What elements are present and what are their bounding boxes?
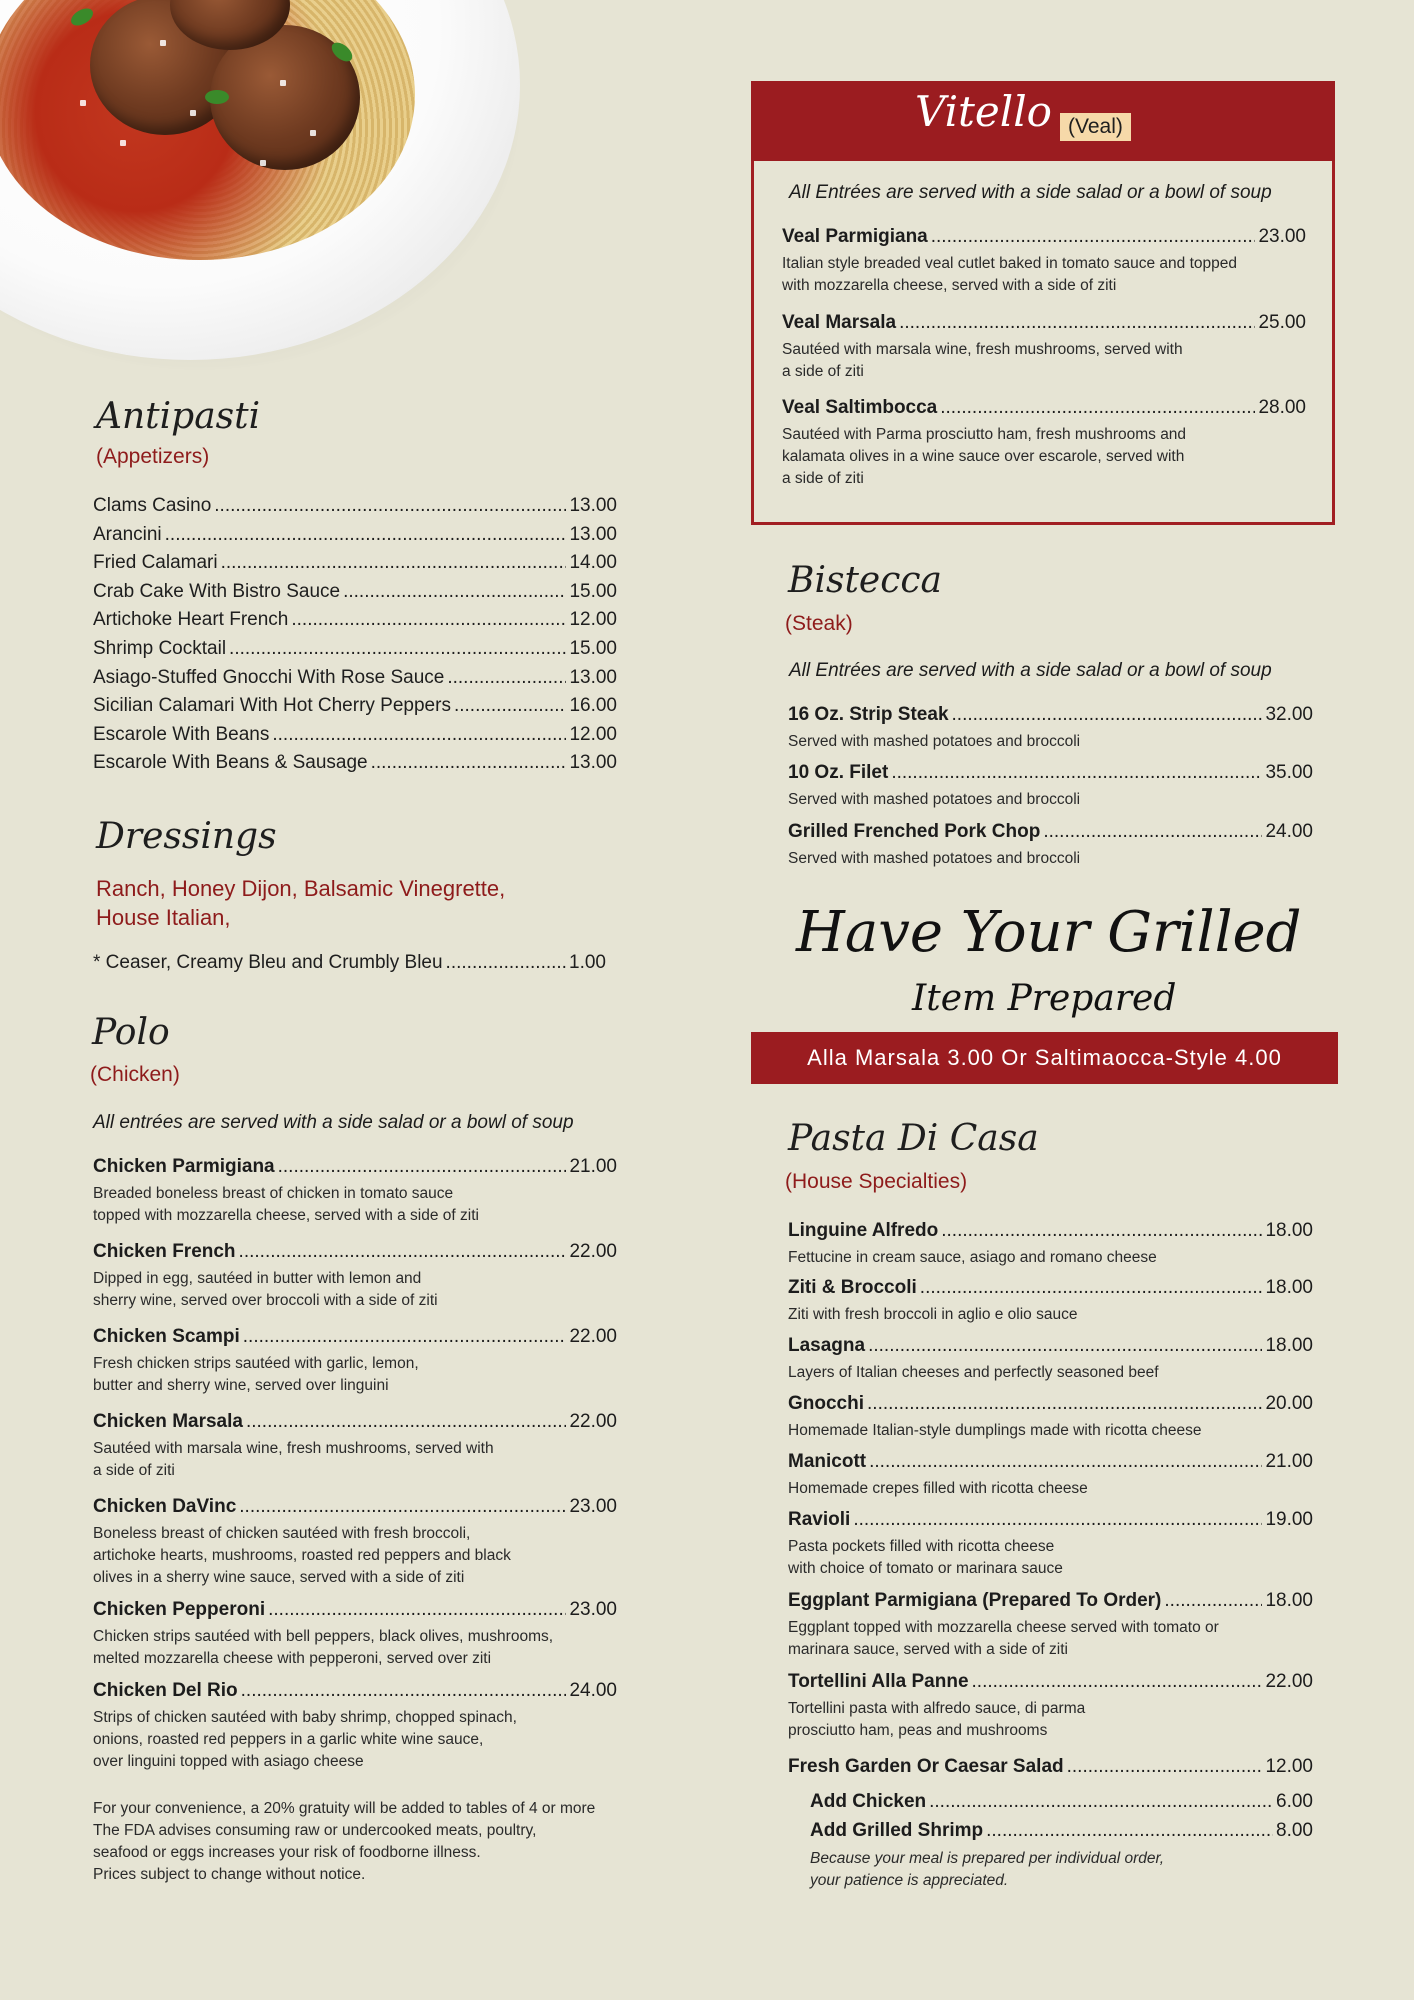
description-line: butter and sherry wine, served over linguini — [93, 1377, 389, 1394]
pasta-item-row — [788, 1671, 1313, 1697]
description-line: Italian style breaded veal cutlet baked in tomato sauce and topped — [782, 255, 1237, 272]
item-price: 8.00 — [1276, 1820, 1313, 1841]
item-description — [788, 789, 1080, 811]
item-name: Add Chicken — [810, 1791, 927, 1812]
polo-note: All entrées are served with a side salad or a bowl of soup — [93, 1112, 574, 1133]
item-price: 22.00 — [569, 1326, 617, 1347]
salad-row — [788, 1756, 1313, 1782]
leader-dots — [454, 695, 567, 717]
item-price: 20.00 — [1265, 1393, 1313, 1414]
description-line: Pasta pockets filled with ricotta cheese — [788, 1538, 1055, 1555]
item-price: 6.00 — [1276, 1791, 1313, 1812]
pasta-item-row — [788, 1393, 1313, 1419]
leader-dots — [972, 1671, 1263, 1693]
description-line: prosciutto ham, peas and mushrooms — [788, 1722, 1048, 1739]
item-price: 24.00 — [569, 1680, 617, 1701]
item-description — [93, 1268, 438, 1312]
item-description — [782, 424, 1186, 490]
item-price: 24.00 — [1265, 821, 1313, 842]
leader-dots — [891, 762, 1262, 784]
item-description — [788, 1420, 1202, 1442]
item-price: 13.00 — [569, 495, 617, 516]
footer-note-line: The FDA advises consuming raw or undercooked meats, poultry, — [93, 1822, 537, 1839]
item-price: 23.00 — [569, 1599, 617, 1620]
item-description — [788, 731, 1080, 753]
leader-dots — [446, 952, 566, 974]
chicken-item-row — [93, 1326, 617, 1352]
addon-row — [810, 1791, 1313, 1817]
leader-dots — [1043, 821, 1262, 843]
item-name: Tortellini Alla Panne — [788, 1671, 969, 1692]
leader-dots — [278, 1156, 567, 1178]
description-line: onions, roasted red peppers in a garlic white wine sauce, — [93, 1731, 484, 1748]
item-description — [93, 1353, 419, 1397]
vitello-title: Vitello — [915, 87, 1052, 136]
item-name: Gnocchi — [788, 1393, 865, 1414]
item-description — [93, 1438, 494, 1482]
item-name: Chicken Del Rio — [93, 1680, 238, 1701]
item-description — [93, 1183, 479, 1227]
footer-note-line: Prices subject to change without notice. — [93, 1866, 366, 1883]
item-description — [788, 1478, 1088, 1500]
item-price: 32.00 — [1265, 704, 1313, 725]
closing-note — [810, 1848, 1164, 1892]
description-line: Served with mashed potatoes and broccoli — [788, 733, 1081, 750]
item-description — [93, 1523, 511, 1589]
appetizer-row — [93, 752, 617, 778]
leader-dots — [931, 226, 1256, 248]
leader-dots — [272, 724, 566, 746]
description-line: marinara sauce, served with a side of ziti — [788, 1641, 1068, 1658]
item-price: 15.00 — [569, 638, 617, 659]
description-line: over linguini topped with asiago cheese — [93, 1753, 364, 1770]
description-line: Dipped in egg, sautéed in butter with lemon and — [93, 1270, 422, 1287]
item-description — [788, 1617, 1219, 1661]
description-line: Sautéed with Parma prosciutto ham, fresh mushrooms and — [782, 426, 1187, 443]
pasta-subtitle: (House Specialties) — [785, 1170, 968, 1193]
leader-dots — [221, 552, 567, 574]
leader-dots — [239, 1496, 566, 1518]
item-name: Chicken Parmigiana — [93, 1156, 275, 1177]
leader-dots — [1067, 1756, 1263, 1778]
appetizer-row — [93, 609, 617, 635]
pasta-item-row — [788, 1277, 1313, 1303]
pasta-title: Pasta Di Casa — [788, 1118, 1039, 1159]
description-line: Sautéed with marsala wine, fresh mushrooms, served with — [93, 1440, 494, 1457]
item-name: Grilled Frenched Pork Chop — [788, 821, 1041, 842]
grilled-heading-line1: Have Your Grilled — [796, 900, 1302, 965]
appetizer-row — [93, 495, 617, 521]
item-description — [788, 1304, 1077, 1326]
description-line: a side of ziti — [93, 1462, 175, 1479]
leader-dots — [929, 1791, 1273, 1813]
chicken-item-row — [93, 1241, 617, 1267]
item-name: Ziti & Broccoli — [788, 1277, 917, 1298]
item-price: 22.00 — [569, 1241, 617, 1262]
chicken-item-row — [93, 1599, 617, 1625]
item-description — [93, 1626, 553, 1670]
description-line: a side of ziti — [782, 363, 864, 380]
leader-dots — [246, 1411, 566, 1433]
leader-dots — [165, 524, 567, 546]
item-description — [788, 1536, 1063, 1580]
item-price: 22.00 — [1265, 1671, 1313, 1692]
description-line: Sautéed with marsala wine, fresh mushrooms, served with — [782, 341, 1183, 358]
item-name: Artichoke Heart French — [93, 609, 289, 631]
item-description — [788, 1362, 1159, 1384]
item-price: 23.00 — [569, 1496, 617, 1517]
dressings-list-line1: Ranch, Honey Dijon, Balsamic Vinegrette, — [96, 876, 506, 901]
pasta-item-row — [788, 1335, 1313, 1361]
leader-dots — [899, 312, 1255, 334]
pasta-item-row — [788, 1451, 1313, 1477]
description-line: artichoke hearts, mushrooms, roasted red peppers and black — [93, 1547, 511, 1564]
item-price: 12.00 — [569, 609, 617, 631]
item-name: 16 Oz. Strip Steak — [788, 704, 949, 725]
leader-dots — [243, 1326, 567, 1348]
description-line: Boneless breast of chicken sautéed with fresh broccoli, — [93, 1525, 471, 1542]
item-name: Escarole With Beans & Sausage — [93, 752, 368, 774]
description-line: Fresh chicken strips sautéed with garlic, lemon, — [93, 1355, 419, 1372]
vitello-note: All Entrées are served with a side salad or a bowl of soup — [789, 182, 1272, 203]
item-price: 25.00 — [1258, 312, 1306, 333]
item-name: Veal Saltimbocca — [782, 397, 938, 418]
leader-dots — [941, 1220, 1262, 1242]
item-price: 22.00 — [569, 1411, 617, 1432]
item-name: Lasagna — [788, 1335, 866, 1356]
item-name: Fried Calamari — [93, 552, 218, 574]
item-name: Escarole With Beans — [93, 723, 270, 745]
grilled-heading-line2: Item Prepared — [912, 978, 1177, 1019]
leader-dots — [986, 1820, 1273, 1842]
item-price: 15.00 — [569, 580, 617, 602]
description-line: sherry wine, served over broccoli with a side of ziti — [93, 1292, 438, 1309]
item-price: 14.00 — [569, 552, 617, 574]
item-name: Crab Cake With Bistro Sauce — [93, 580, 341, 602]
addon-row — [810, 1820, 1313, 1846]
description-line: a side of ziti — [782, 470, 864, 487]
item-description — [788, 848, 1080, 870]
item-name: Ravioli — [788, 1509, 851, 1530]
vitello-subtitle: (Veal) — [1060, 113, 1131, 141]
dressing-extra-price: 1.00 — [569, 952, 606, 973]
item-price: 13.00 — [569, 523, 617, 545]
leader-dots — [241, 1680, 567, 1702]
appetizer-row — [93, 552, 617, 578]
appetizer-row — [93, 724, 617, 750]
description-line: Homemade Italian-style dumplings made with ricotta cheese — [788, 1422, 1202, 1439]
vitello-header — [751, 81, 1335, 161]
dressing-extra-row — [93, 952, 606, 978]
pasta-item-row — [788, 1590, 1313, 1616]
description-line: with choice of tomato or marinara sauce — [788, 1560, 1063, 1577]
antipasti-subtitle: (Appetizers) — [96, 445, 210, 468]
item-price: 18.00 — [1265, 1590, 1313, 1611]
description-line: Chicken strips sautéed with bell peppers, black olives, mushrooms, — [93, 1628, 554, 1645]
leader-dots — [952, 704, 1263, 726]
leader-dots — [853, 1509, 1262, 1531]
leader-dots — [868, 1335, 1262, 1357]
item-name: Manicott — [788, 1451, 867, 1472]
item-description — [782, 253, 1237, 297]
dressings-title: Dressings — [96, 816, 277, 857]
appetizer-row — [93, 667, 617, 693]
veal-item-row — [782, 397, 1306, 423]
chicken-item-row — [93, 1411, 617, 1437]
item-name: Chicken Scampi — [93, 1326, 240, 1347]
dressings-list-line2: House Italian, — [96, 905, 231, 930]
chicken-item-row — [93, 1496, 617, 1522]
item-price: 23.00 — [1258, 226, 1306, 247]
item-description — [788, 1247, 1157, 1269]
item-description — [782, 339, 1183, 383]
item-price: 13.00 — [569, 666, 617, 688]
pasta-item-row — [788, 1509, 1313, 1535]
item-name: Chicken DaVinc — [93, 1496, 237, 1517]
item-price: 18.00 — [1265, 1277, 1313, 1298]
bistecca-title: Bistecca — [788, 560, 943, 601]
footer-note-line: For your convenience, a 20% gratuity will be added to tables of 4 or more — [93, 1800, 596, 1817]
item-price: 16.00 — [569, 695, 617, 717]
dressing-extra-name: * Ceaser, Creamy Bleu and Crumbly Bleu — [93, 952, 443, 973]
leader-dots — [214, 495, 566, 517]
leader-dots — [920, 1277, 1263, 1299]
leader-dots — [940, 397, 1255, 419]
item-name: Shrimp Cocktail — [93, 638, 227, 659]
item-description — [93, 1707, 517, 1773]
item-name: Linguine Alfredo — [788, 1220, 939, 1241]
item-name: Arancini — [93, 523, 162, 545]
item-name: Eggplant Parmigiana (Prepared To Order) — [788, 1590, 1162, 1611]
item-description — [788, 1698, 1085, 1742]
bistecca-note: All Entrées are served with a side salad or a bowl of soup — [789, 660, 1272, 681]
item-price: 18.00 — [1265, 1220, 1313, 1241]
description-line: Eggplant topped with mozzarella cheese served with tomato or — [788, 1619, 1219, 1636]
item-name: Chicken Marsala — [93, 1411, 243, 1432]
description-line: with mozzarella cheese, served with a side of ziti — [782, 277, 1117, 294]
leader-dots — [229, 638, 566, 660]
polo-title: Polo — [92, 1012, 170, 1053]
item-name: Veal Marsala — [782, 312, 897, 333]
steak-item-row — [788, 704, 1313, 730]
description-line: Fettucine in cream sauce, asiago and romano cheese — [788, 1249, 1157, 1266]
polo-subtitle: (Chicken) — [90, 1063, 180, 1086]
appetizer-row — [93, 638, 617, 664]
item-price: 13.00 — [569, 752, 617, 774]
description-line: Served with mashed potatoes and broccoli — [788, 850, 1081, 867]
item-name: Clams Casino — [93, 495, 212, 516]
item-price: 12.00 — [569, 723, 617, 745]
description-line: Layers of Italian cheeses and perfectly seasoned beef — [788, 1364, 1159, 1381]
description-line: kalamata olives in a wine sauce over escarole, served with — [782, 448, 1185, 465]
leader-dots — [371, 752, 567, 774]
description-line: Served with mashed potatoes and broccoli — [788, 791, 1081, 808]
leader-dots — [291, 609, 566, 631]
description-line: Ziti with fresh broccoli in aglio e olio sauce — [788, 1306, 1078, 1323]
footer-notes — [93, 1798, 595, 1886]
veal-item-row — [782, 312, 1306, 338]
appetizer-row — [93, 695, 617, 721]
description-line: Strips of chicken sautéed with baby shrimp, chopped spinach, — [93, 1709, 517, 1726]
bistecca-subtitle: (Steak) — [785, 612, 853, 635]
description-line: Homemade crepes filled with ricotta cheese — [788, 1480, 1088, 1497]
item-price: 35.00 — [1265, 762, 1313, 783]
chicken-item-row — [93, 1680, 617, 1706]
leader-dots — [268, 1599, 566, 1621]
item-name: 10 Oz. Filet — [788, 762, 889, 783]
item-name: Chicken French — [93, 1241, 236, 1262]
item-name: Chicken Pepperoni — [93, 1599, 266, 1620]
leader-dots — [867, 1393, 1262, 1415]
description-line: olives in a sherry wine sauce, served with a side of ziti — [93, 1569, 465, 1586]
salad-price: 12.00 — [1265, 1756, 1313, 1777]
item-price: 19.00 — [1265, 1509, 1313, 1530]
salad-name: Fresh Garden Or Caesar Salad — [788, 1756, 1064, 1777]
spaghetti-meatballs-photo — [0, 0, 520, 370]
leader-dots — [869, 1451, 1262, 1473]
steak-item-row — [788, 762, 1313, 788]
leader-dots — [1164, 1590, 1262, 1612]
closing-note-line: Because your meal is prepared per individual order, — [810, 1850, 1165, 1867]
leader-dots — [447, 667, 566, 689]
item-name: Sicilian Calamari With Hot Cherry Peppers — [93, 695, 451, 717]
appetizer-row — [93, 581, 617, 607]
footer-note-line: seafood or eggs increases your risk of foodborne illness. — [93, 1844, 481, 1861]
veal-item-row — [782, 226, 1306, 252]
item-name: Veal Parmigiana — [782, 226, 928, 247]
item-name: Add Grilled Shrimp — [810, 1820, 984, 1841]
description-line: Breaded boneless breast of chicken in tomato sauce — [93, 1185, 454, 1202]
description-line: topped with mozzarella cheese, served with a side of ziti — [93, 1207, 479, 1224]
item-price: 18.00 — [1265, 1335, 1313, 1356]
item-name: Asiago-Stuffed Gnocchi With Rose Sauce — [93, 666, 445, 688]
pasta-item-row — [788, 1220, 1313, 1246]
appetizer-row — [93, 524, 617, 550]
item-price: 28.00 — [1258, 397, 1306, 418]
item-price: 21.00 — [569, 1156, 617, 1177]
chicken-item-row — [93, 1156, 617, 1182]
item-price: 21.00 — [1265, 1451, 1313, 1472]
description-line: Tortellini pasta with alfredo sauce, di parma — [788, 1700, 1086, 1717]
description-line: melted mozzarella cheese with pepperoni, served over ziti — [93, 1650, 492, 1667]
leader-dots — [239, 1241, 567, 1263]
steak-item-row — [788, 821, 1313, 847]
antipasti-title: Antipasti — [96, 396, 261, 437]
closing-note-line: your patience is appreciated. — [810, 1872, 1009, 1889]
grilled-price-banner: Alla Marsala 3.00 Or Saltimaocca-Style 4.00 — [751, 1032, 1338, 1084]
leader-dots — [343, 581, 566, 603]
